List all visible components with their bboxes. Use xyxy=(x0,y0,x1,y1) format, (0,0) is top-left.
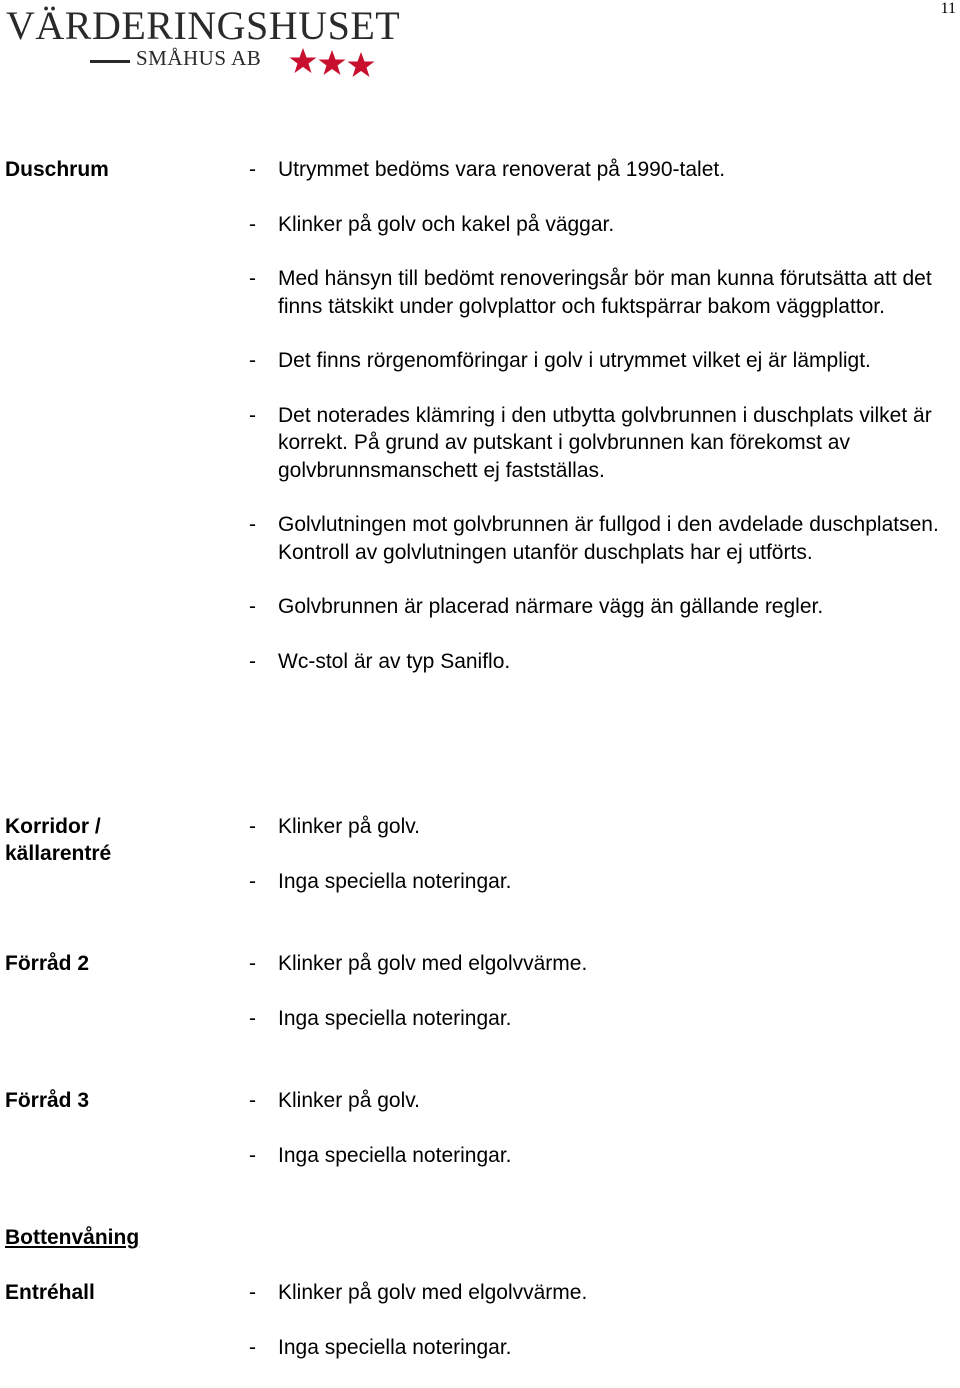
list-item xyxy=(249,813,949,841)
bullet: - xyxy=(249,1281,256,1304)
logo-wordmark xyxy=(6,4,400,48)
logo-subtitle: SMÅHUS AB xyxy=(136,46,262,70)
section-label: Korridor / källarentré xyxy=(5,815,112,865)
section-label: Duschrum xyxy=(5,158,109,181)
logo-line1: VÄRDERINGSHUSET xyxy=(6,3,401,48)
item-text: Det noterades klämring i den utbytta golvbrunnen i duschplats vilket är korrekt. På grund av putskant i golvbrunnen kan förekomst av golvbrunnsmanschett ej fastställas. xyxy=(278,403,932,482)
logo-stars-icon xyxy=(289,46,379,80)
section-label: Entréhall xyxy=(5,1281,95,1304)
item-text: Inga speciella noteringar. xyxy=(278,869,512,893)
bullet: - xyxy=(249,1089,256,1112)
list-item xyxy=(249,402,949,485)
bullet: - xyxy=(249,349,256,372)
item-list xyxy=(249,813,949,922)
item-text: Golvlutningen mot golvbrunnen är fullgod i den avdelade duschplatsen. Kontroll av golvlutningen utanför duschplats har ej utförts. xyxy=(278,513,939,564)
bullet: - xyxy=(249,815,256,838)
bullet: - xyxy=(249,158,256,181)
bullet: - xyxy=(249,595,256,618)
list-item xyxy=(249,1334,949,1362)
bullet: - xyxy=(249,513,256,536)
item-text: Klinker på golv med elgolvvärme. xyxy=(278,1281,588,1304)
logo-rule xyxy=(90,60,130,63)
list-item xyxy=(249,511,949,566)
list-item xyxy=(249,950,949,978)
list-item xyxy=(249,211,949,239)
list-item xyxy=(249,648,949,676)
list-item xyxy=(249,347,949,375)
list-item xyxy=(249,1005,949,1033)
item-text: Klinker på golv med elgolvvärme. xyxy=(278,952,588,975)
item-list xyxy=(249,156,949,702)
item-text: Med hänsyn till bedömt renoveringsår bör man kunna förutsätta att det finns tätskikt under golvplattor och fuktspärrar bakom väggplattor. xyxy=(278,267,932,318)
bullet: - xyxy=(249,649,256,673)
floor-heading: Bottenvåning xyxy=(5,1226,140,1249)
list-item xyxy=(249,1142,949,1170)
list-item xyxy=(249,1087,949,1115)
list-item xyxy=(249,265,949,320)
list-item xyxy=(249,156,949,184)
bullet: - xyxy=(249,1143,256,1167)
item-list xyxy=(249,1279,949,1388)
item-text: Utrymmet bedöms vara renoverat på 1990-talet. xyxy=(278,158,726,181)
item-list xyxy=(249,1087,949,1196)
item-text: Det finns rörgenomföringar i golv i utrymmet vilket ej är lämpligt. xyxy=(278,349,871,372)
section-label: Förråd 2 xyxy=(5,952,90,975)
bullet: - xyxy=(249,1335,256,1359)
item-text: Klinker på golv och kakel på väggar. xyxy=(278,212,615,236)
item-text: Klinker på golv. xyxy=(278,1089,421,1112)
list-item xyxy=(249,868,949,896)
list-item xyxy=(249,593,949,621)
item-text: Inga speciella noteringar. xyxy=(278,1143,512,1167)
item-text: Golvbrunnen är placerad närmare vägg än gällande regler. xyxy=(278,595,824,618)
section-label: Förråd 3 xyxy=(5,1089,90,1112)
item-text: Inga speciella noteringar. xyxy=(278,1335,512,1359)
bullet: - xyxy=(249,267,256,290)
item-text: Inga speciella noteringar. xyxy=(278,1006,512,1030)
item-text: Wc-stol är av typ Saniflo. xyxy=(278,649,511,673)
bullet: - xyxy=(249,1006,256,1030)
item-list xyxy=(249,950,949,1059)
bullet: - xyxy=(249,952,256,975)
item-text: Klinker på golv. xyxy=(278,815,421,838)
company-logo xyxy=(6,3,401,78)
bullet: - xyxy=(249,869,256,893)
bullet: - xyxy=(249,212,256,236)
page-number: 11 xyxy=(940,0,956,17)
bullet: - xyxy=(249,403,256,427)
list-item xyxy=(249,1279,949,1307)
